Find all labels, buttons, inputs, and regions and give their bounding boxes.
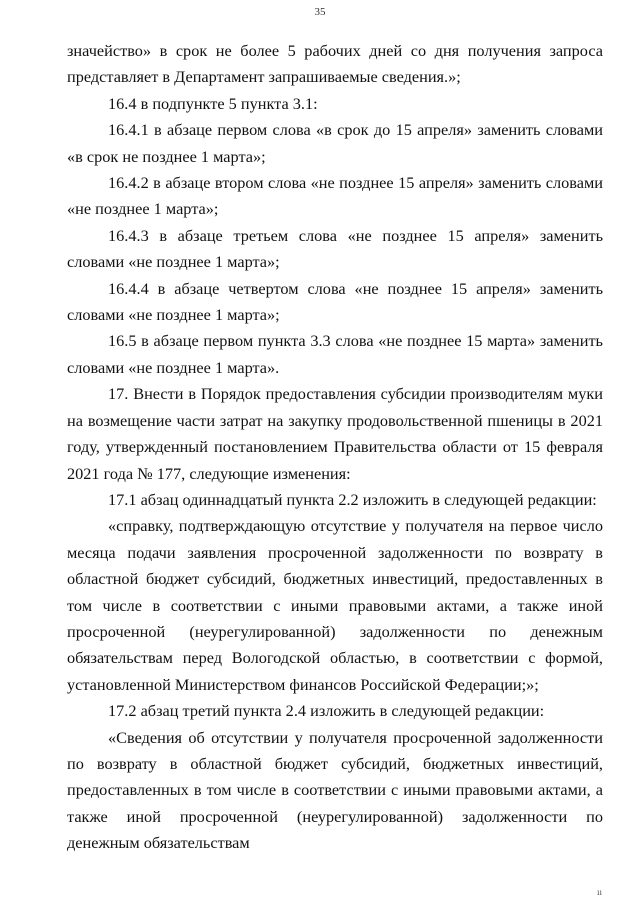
corner-mark: ıı [596,887,602,897]
paragraph-17-2: 17.2 абзац третий пункта 2.4 изложить в следующей редакции: [108,701,545,721]
paragraph-16-4-2: 16.4.2 в абзаце втором слова «не позднее 15 апреля» заменить словами «не позднее 1 марта»; [67,173,603,219]
paragraph-16-4: 16.4 в подпункте 5 пункта 3.1: [108,93,318,113]
paragraph-quote-certificate: «справку, подтверждающую отсутствие у получателя на первое число месяца подачи заявления просроченной задолженности по возврату в областной бюджет субсидий, бюджетных инвестиций, предоставленных в том числе в соответствии с иными правовыми актами, а также иной просроченной (неурегулированной) задолженности по денежным обязательствам перед Вологодской областью, в соответствии с формой, установленной Министерством финансов Российской Федерации;»; [67,516,603,694]
paragraph-16-4-4: 16.4.4 в абзаце четвертом слова «не позднее 15 апреля» заменить словами «не позднее 1 марта»; [67,278,603,325]
paragraph-16-4-3: 16.4.3 в абзаце третьем слова «не позднее 15 апреля» заменить словами «не позднее 1 марта»; [67,225,603,272]
paragraph-quote-information: «Сведения об отсутствии у получателя просроченной задолженности по возврату в областной бюджет субсидий, бюджетных инвестиций, предоставленных в том числе в соответствии с иными правовыми актами, а также иной просроченной (неурегулированной) задолженности по денежным обязательствам [67,727,603,853]
paragraph-16-4-1: 16.4.1 в абзаце первом слова «в срок до 15 апреля» заменить словами «в срок не позднее 1 марта»; [67,120,603,166]
page-number: 35 [314,6,326,18]
paragraph-16-5: 16.5 в абзаце первом пункта 3.3 слова «не позднее 15 марта» заменить словами «не позднее 1 марта». [67,331,603,377]
paragraph-17: 17. Внести в Порядок предоставления субсидии производителям муки на возмещение части затрат на закупку продовольственной пшеницы в 2021 году, утвержденный постановлением Правительства области от 15 февраля 2021 года № 177, следующие изменения: [67,384,603,483]
document-body [67,38,603,857]
paragraph-continuation: значейство» в срок не более 5 рабочих дней со дня получения запроса представляет в Департамент запрашиваемые сведения.»; [67,41,603,87]
paragraph-17-1: 17.1 абзац одиннадцатый пункта 2.2 изложить в следующей редакции: [108,489,597,509]
